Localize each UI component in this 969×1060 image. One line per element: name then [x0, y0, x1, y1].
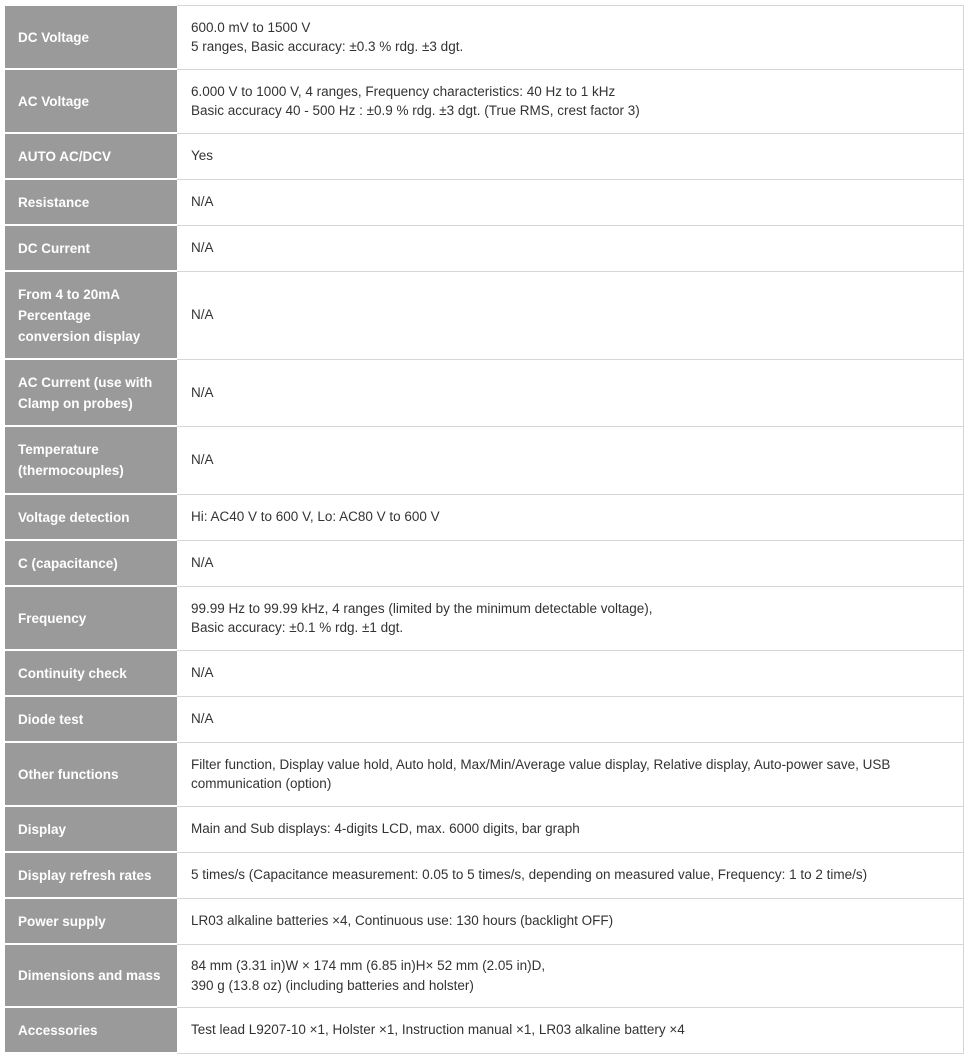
spec-value	[177, 426, 964, 494]
spec-value-line: Basic accuracy 40 - 500 Hz : ±0.9 % rdg. ±3 dgt. (True RMS, crest factor 3)	[191, 103, 640, 118]
spec-row	[5, 271, 964, 359]
spec-value-line: Filter function, Display value hold, Auto hold, Max/Min/Average value display, Relative display, Auto-power save, USB communication (option)	[191, 756, 891, 791]
spec-label: Other functions	[5, 742, 177, 806]
spec-value-line: N/A	[191, 194, 214, 210]
spec-value-line: Test lead L9207-10 ×1, Holster ×1, Instruction manual ×1, LR03 alkaline battery ×4	[191, 1022, 685, 1038]
spec-row	[5, 898, 964, 944]
spec-value-line: LR03 alkaline batteries ×4, Continuous use: 130 hours (backlight OFF)	[191, 913, 614, 929]
spec-row	[5, 133, 964, 179]
spec-row	[5, 225, 964, 271]
spec-value	[177, 944, 964, 1007]
spec-value-line: Basic accuracy: ±0.1 % rdg. ±1 dgt.	[191, 620, 404, 635]
spec-row	[5, 426, 964, 494]
spec-value-line: N/A	[191, 665, 214, 681]
spec-row	[5, 586, 964, 650]
spec-value-line: Main and Sub displays: 4-digits LCD, max. 6000 digits, bar graph	[191, 821, 580, 837]
spec-value	[177, 359, 964, 426]
spec-row	[5, 359, 964, 426]
spec-row	[5, 806, 964, 852]
spec-value-line: 5 ranges, Basic accuracy: ±0.3 % rdg. ±3 dgt.	[191, 39, 464, 54]
spec-value	[177, 898, 964, 944]
spec-value-line: N/A	[191, 711, 214, 727]
spec-value-line: Hi: AC40 V to 600 V, Lo: AC80 V to 600 V	[191, 509, 440, 525]
spec-label: AC Voltage	[5, 69, 177, 133]
spec-label: Temperature (thermocouples)	[5, 426, 177, 494]
spec-row	[5, 1007, 964, 1053]
spec-label: DC Current	[5, 225, 177, 271]
spec-label: AUTO AC/DCV	[5, 133, 177, 179]
spec-value-line: 600.0 mV to 1500 V	[191, 19, 311, 35]
spec-table	[5, 4, 964, 1054]
spec-value-line: 84 mm (3.31 in)W × 174 mm (6.85 in)H× 52 mm (2.05 in)D,	[191, 958, 546, 973]
spec-value	[177, 494, 964, 540]
spec-value-line: N/A	[191, 384, 214, 400]
spec-value-line: N/A	[191, 555, 214, 571]
spec-label: Display refresh rates	[5, 852, 177, 898]
spec-label: Frequency	[5, 586, 177, 650]
spec-value-line: 6.000 V to 1000 V, 4 ranges, Frequency characteristics: 40 Hz to 1 kHz	[191, 83, 616, 99]
spec-value-line: N/A	[191, 307, 214, 323]
spec-row	[5, 5, 964, 69]
spec-label: Voltage detection	[5, 494, 177, 540]
spec-row	[5, 69, 964, 133]
spec-value	[177, 69, 964, 133]
spec-row	[5, 540, 964, 586]
spec-row	[5, 650, 964, 696]
spec-value	[177, 540, 964, 586]
spec-value-line: N/A	[191, 452, 214, 468]
spec-label: From 4 to 20mA Percentage conversion display	[5, 271, 177, 359]
spec-label: C (capacitance)	[5, 540, 177, 586]
spec-value	[177, 696, 964, 742]
spec-label: Dimensions and mass	[5, 944, 177, 1007]
spec-value	[177, 133, 964, 179]
spec-label: DC Voltage	[5, 5, 177, 69]
spec-value	[177, 586, 964, 650]
spec-value-line: 5 times/s (Capacitance measurement: 0.05 to 5 times/s, depending on measured value, Frequency: 1 to 2 time/s)	[191, 867, 868, 883]
spec-row	[5, 179, 964, 225]
spec-value-line: 390 g (13.8 oz) (including batteries and holster)	[191, 977, 474, 993]
spec-value	[177, 650, 964, 696]
spec-label: Display	[5, 806, 177, 852]
spec-label: Resistance	[5, 179, 177, 225]
spec-row	[5, 494, 964, 540]
spec-value-line: Yes	[191, 148, 214, 164]
spec-row	[5, 742, 964, 806]
spec-value	[177, 179, 964, 225]
spec-row	[5, 852, 964, 898]
spec-row	[5, 696, 964, 742]
spec-row	[5, 944, 964, 1007]
spec-value	[177, 225, 964, 271]
spec-value	[177, 806, 964, 852]
spec-value-line: 99.99 Hz to 99.99 kHz, 4 ranges (limited by the minimum detectable voltage),	[191, 600, 653, 616]
spec-value-line: N/A	[191, 240, 214, 256]
spec-label: Power supply	[5, 898, 177, 944]
spec-label: AC Current (use with Clamp on probes)	[5, 359, 177, 426]
spec-value	[177, 852, 964, 898]
spec-label: Diode test	[5, 696, 177, 742]
spec-label: Continuity check	[5, 650, 177, 696]
spec-value	[177, 5, 964, 69]
spec-label: Accessories	[5, 1007, 177, 1053]
spec-table-body	[5, 5, 964, 1053]
spec-value	[177, 1007, 964, 1053]
spec-value	[177, 742, 964, 806]
spec-value	[177, 271, 964, 359]
